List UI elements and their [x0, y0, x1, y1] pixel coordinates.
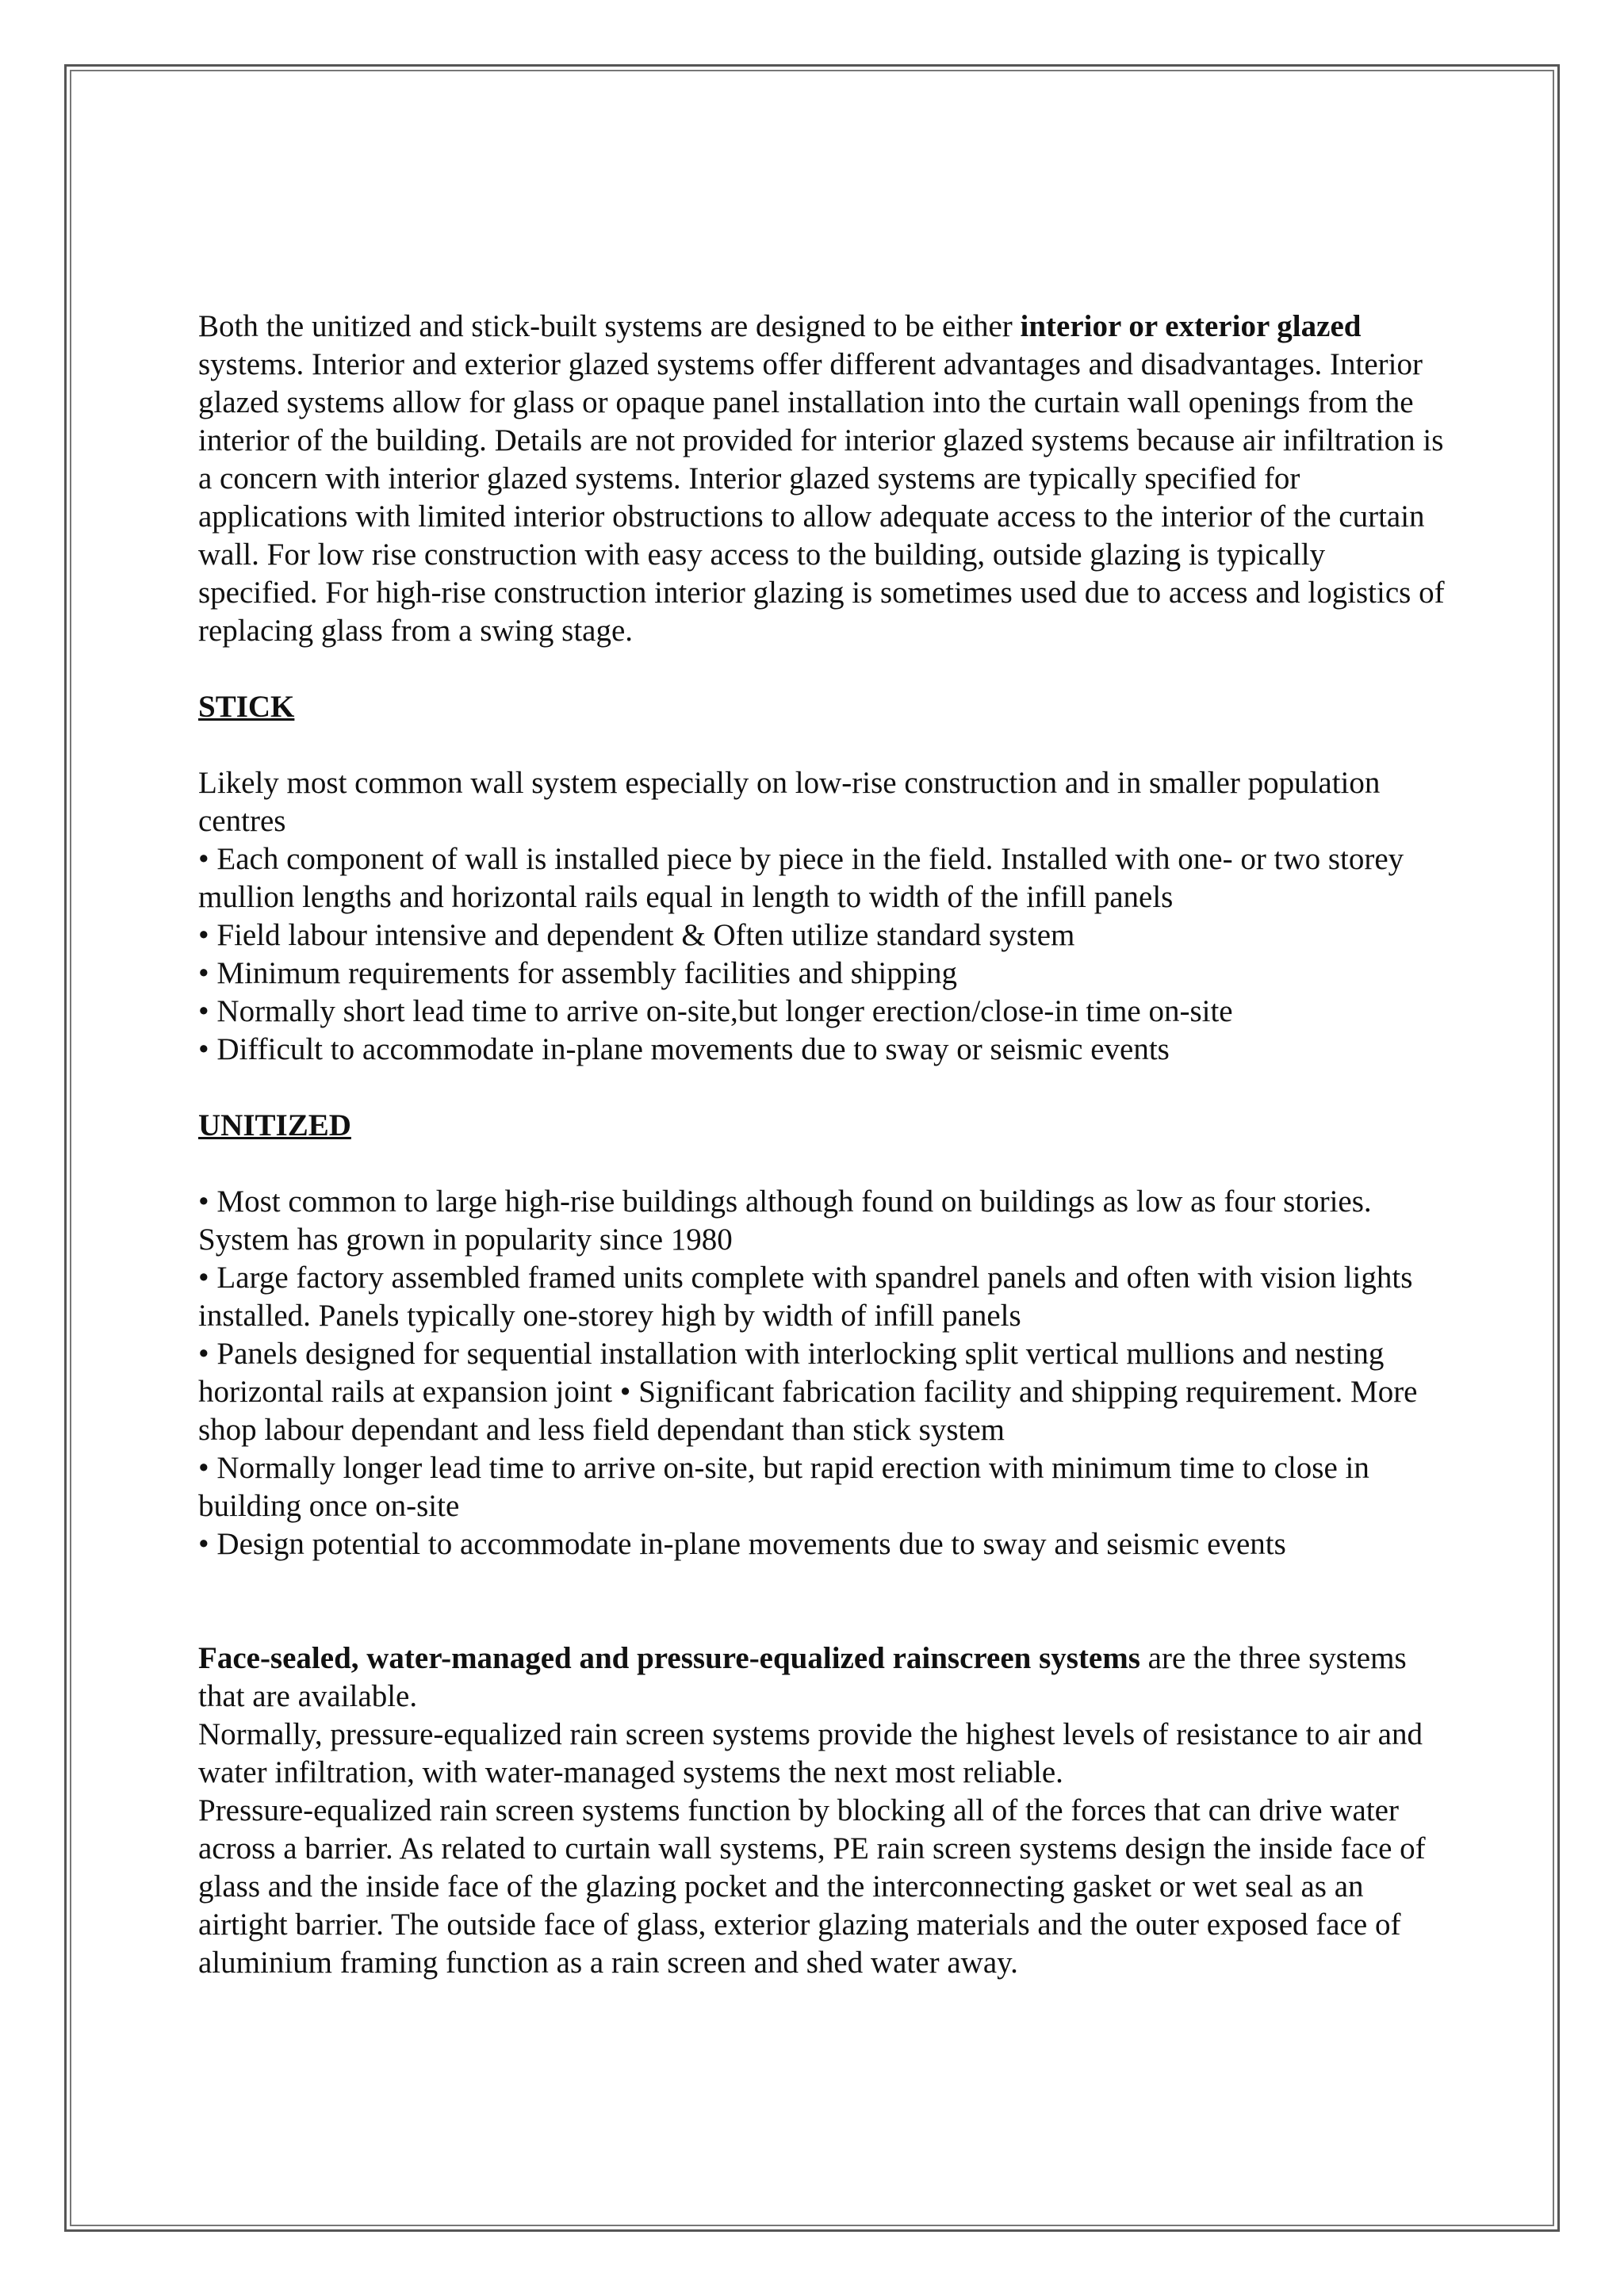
intro-lead: Both the unitized and stick-built systems are designed to be either — [198, 309, 1021, 343]
stick-heading: STICK — [198, 690, 295, 724]
rainscreen-bold: Face-sealed, water-managed and pressure-equalized rainscreen systems — [198, 1641, 1140, 1675]
stick-summary: Likely most common wall system especially on low-rise construction and in smaller population centres — [198, 766, 1381, 838]
rainscreen-line3: Pressure-equalized rain screen systems function by blocking all of the forces that can drive water across a barrier. As related to curtain wall systems, PE rain screen systems design the inside face of glass and the inside face of the glazing pocket and the interconnecting gasket or wet seal as an airtight barrier. The outside face of glass, exterior glazing materials and the outer exposed face of aluminium framing function as a rain screen and shed water away. — [198, 1793, 1426, 1980]
stick-bullet: • Normally short lead time to arrive on-site,but longer erection/close-in time on-site — [198, 994, 1233, 1028]
stick-bullet: • Difficult to accommodate in-plane movements due to sway or seismic events — [198, 1032, 1170, 1066]
unitized-bullet: • Large factory assembled framed units complete with spandrel panels and often with vision lights installed. Panels typically one-storey high by width of infill panels — [198, 1261, 1413, 1333]
rainscreen-paragraph — [198, 1640, 1451, 1716]
unitized-heading: UNITIZED — [198, 1108, 351, 1142]
intro-rest: systems. Interior and exterior glazed systems offer different advantages and disadvantages. Interior glazed systems allow for glass or opaque panel installation into the curtain wall openings from the interior of the building. Details are not provided for interior glazed systems because air infiltration is a concern with interior glazed systems. Interior glazed systems are typically specified for applications with limited interior obstructions to allow adequate access to the interior of the curtain wall. For low rise construction with easy access to the building, outside glazing is typically specified. For high-rise construction interior glazing is sometimes used due to access and logistics of replacing glass from a swing stage. — [198, 347, 1445, 648]
rainscreen-rest: are the three systems that are available. — [198, 1641, 1407, 1713]
intro-bold: interior or exterior glazed — [1020, 309, 1362, 343]
unitized-bullet: • Normally longer lead time to arrive on-site, but rapid erection with minimum time to close in building once on-site — [198, 1451, 1369, 1523]
unitized-bullet: • Most common to large high-rise buildings although found on buildings as low as four stories. System has grown in popularity since 1980 — [198, 1184, 1372, 1257]
intro-paragraph — [198, 308, 1451, 650]
unitized-bullet: • Design potential to accommodate in-plane movements due to sway and seismic events — [198, 1527, 1286, 1561]
stick-bullet: • Each component of wall is installed piece by piece in the field. Installed with one- or two storey mullion lengths and horizontal rails equal in length to width of the infill panels — [198, 842, 1404, 914]
spacer — [198, 1069, 1451, 1107]
stick-bullet: • Minimum requirements for assembly facilities and shipping — [198, 956, 958, 990]
stick-bullet: • Field labour intensive and dependent & Often utilize standard system — [198, 918, 1075, 952]
spacer — [198, 1145, 1451, 1183]
rainscreen-line2: Normally, pressure-equalized rain screen systems provide the highest levels of resistance to air and water infiltration, with water-managed systems the next most reliable. — [198, 1717, 1423, 1789]
spacer — [198, 726, 1451, 764]
spacer — [198, 1563, 1451, 1640]
unitized-bullet: • Panels designed for sequential installation with interlocking split vertical mullions and nesting horizontal rails at expansion joint • Significant fabrication facility and shipping requirement. More shop labour dependant and less field dependant than stick system — [198, 1337, 1418, 1447]
document-body — [198, 308, 1451, 1982]
spacer — [198, 650, 1451, 688]
